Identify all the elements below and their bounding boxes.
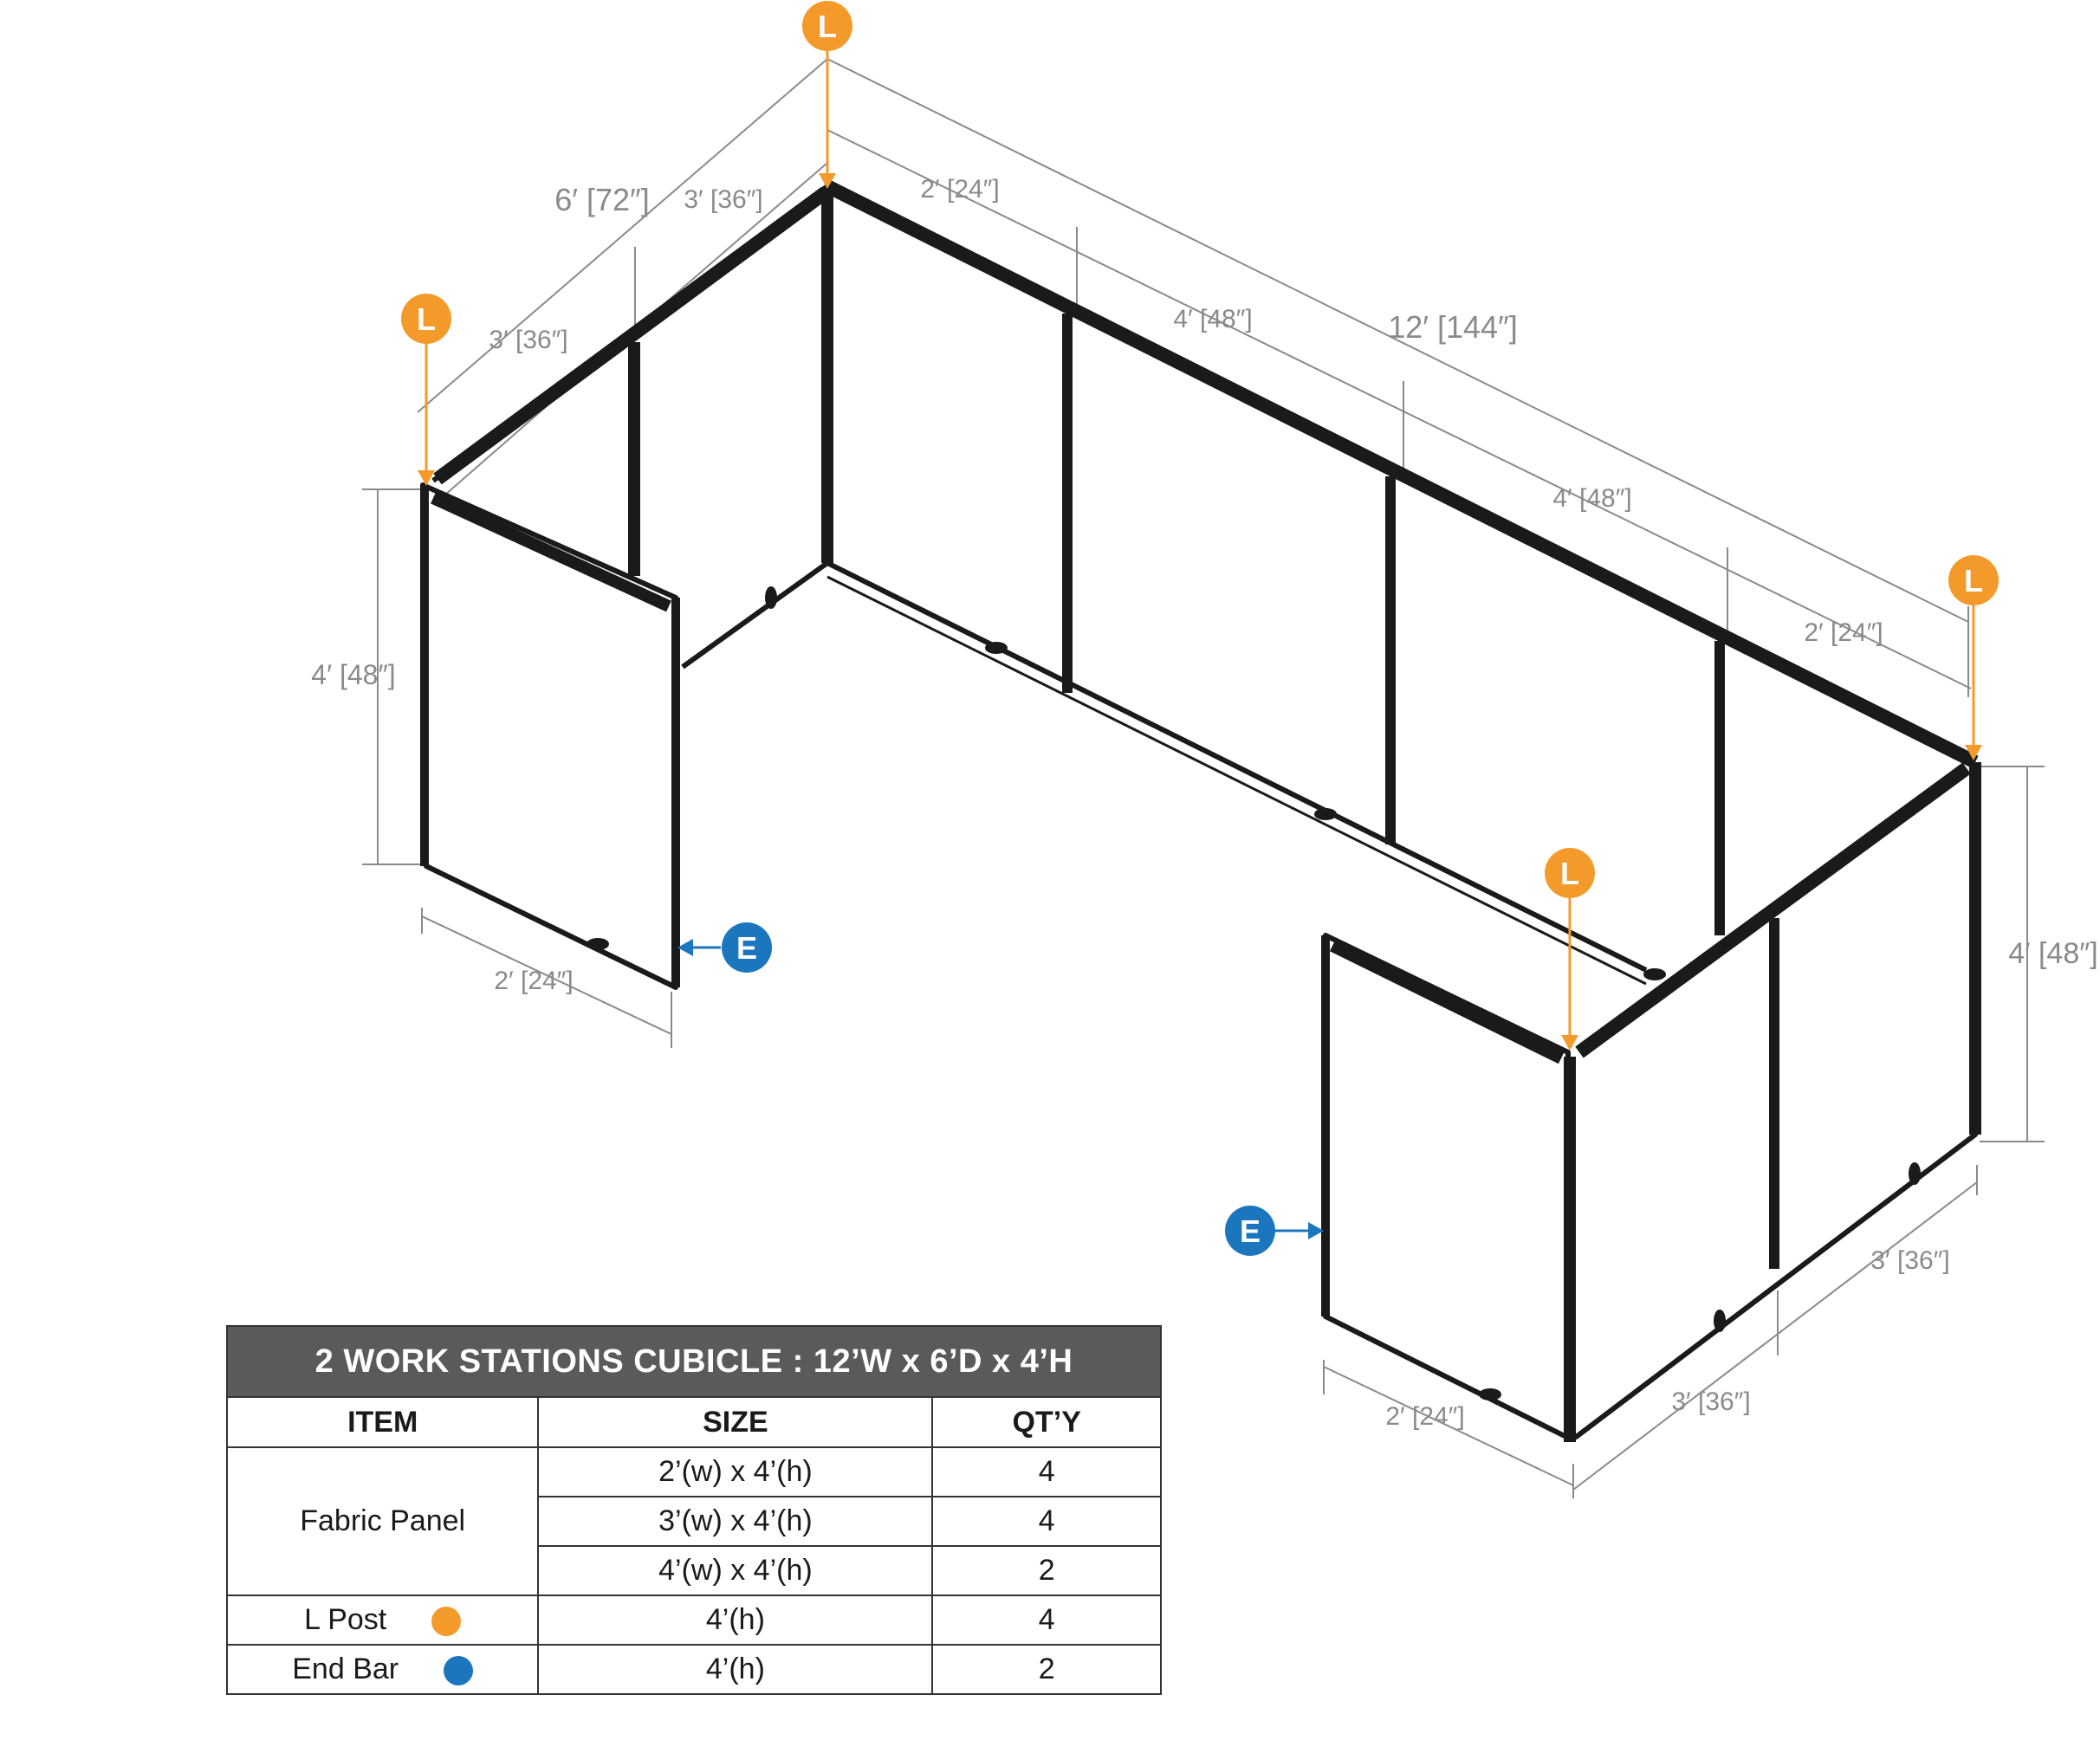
- dimension-label: 3′ [36″]: [684, 185, 763, 214]
- qty-cell: 4: [932, 1447, 1161, 1497]
- l-post-marker: [1545, 848, 1595, 898]
- dimension-label: 2′ [24″]: [494, 967, 574, 995]
- svg-text:L: L: [1964, 563, 1983, 598]
- column-header-item: ITEM: [227, 1397, 538, 1447]
- size-cell: 4’(h): [538, 1595, 932, 1645]
- l-post-marker: [802, 1, 852, 51]
- qty-cell: 2: [932, 1546, 1161, 1595]
- item-fabric-panel: Fabric Panel: [227, 1447, 538, 1595]
- dimension-label: 4′ [48″]: [2008, 937, 2098, 970]
- end-bar-marker: [1225, 1206, 1275, 1256]
- end-bar-marker: [722, 922, 772, 973]
- item-label: L Post: [304, 1603, 387, 1636]
- svg-text:L: L: [1560, 856, 1579, 891]
- column-header-size: SIZE: [538, 1397, 932, 1447]
- svg-text:E: E: [736, 930, 758, 966]
- dimension-label: 4′ [48″]: [1173, 305, 1253, 333]
- svg-text:L: L: [417, 301, 436, 337]
- item-end-bar: [227, 1645, 538, 1694]
- svg-text:L: L: [818, 9, 837, 44]
- item-l-post: [227, 1595, 538, 1645]
- table-title: 2 WORK STATIONS CUBICLE : 12’W x 6’D x 4’H: [227, 1326, 1161, 1397]
- cubicle-frame: [423, 186, 1975, 1442]
- dimension-label: 3′ [36″]: [489, 326, 568, 354]
- item-label: End Bar: [292, 1653, 399, 1685]
- table-row: [227, 1645, 1161, 1694]
- end-bar-dot-icon: [444, 1656, 473, 1685]
- dimension-label: 2′ [24″]: [1385, 1402, 1465, 1431]
- svg-text:E: E: [1239, 1213, 1261, 1249]
- size-cell: 2’(w) x 4’(h): [538, 1447, 932, 1497]
- qty-cell: 4: [932, 1497, 1161, 1546]
- qty-cell: 4: [932, 1595, 1161, 1645]
- size-cell: 3’(w) x 4’(h): [538, 1497, 932, 1546]
- dimension-label: 4′ [48″]: [311, 659, 396, 690]
- column-header-qty: QT’Y: [932, 1397, 1161, 1447]
- l-post-marker: [1948, 555, 1999, 605]
- dimension-label: 3′ [36″]: [1870, 1246, 1950, 1275]
- l-post-marker: [401, 294, 451, 344]
- table-row: [227, 1595, 1161, 1645]
- dimension-label: 4′ [48″]: [1552, 484, 1632, 513]
- dimension-label: 2′ [24″]: [920, 175, 1000, 204]
- qty-cell: 2: [932, 1645, 1161, 1694]
- dimension-label: 2′ [24″]: [1804, 618, 1883, 647]
- dimension-label: 6′ [72″]: [554, 182, 650, 217]
- size-cell: 4’(w) x 4’(h): [538, 1546, 932, 1595]
- parts-table: [226, 1325, 1162, 1695]
- size-cell: 4’(h): [538, 1645, 932, 1694]
- dimension-label: 3′ [36″]: [1671, 1387, 1751, 1416]
- table-row: [227, 1447, 1161, 1497]
- dimension-label: 12′ [144″]: [1388, 309, 1518, 345]
- l-post-dot-icon: [431, 1607, 461, 1636]
